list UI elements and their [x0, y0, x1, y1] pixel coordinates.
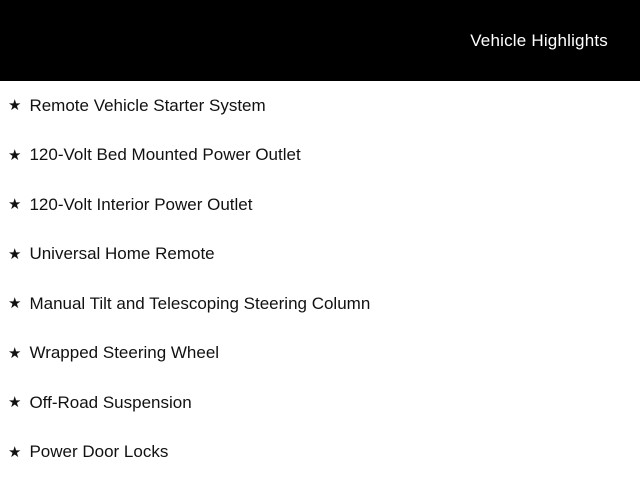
page-title: Vehicle Highlights [470, 30, 608, 50]
list-item [0, 378, 640, 428]
star-icon: ★ [8, 394, 22, 412]
vehicle-highlights-list [0, 81, 640, 477]
list-item [0, 131, 640, 181]
list-item-label: Off-Road Suspension [29, 392, 192, 412]
list-item-label: 120-Volt Bed Mounted Power Outlet [29, 145, 301, 165]
star-icon: ★ [8, 146, 22, 164]
star-icon: ★ [8, 344, 22, 362]
list-item-label: Power Door Locks [29, 442, 169, 462]
star-icon: ★ [8, 245, 22, 263]
list-item-label: Remote Vehicle Starter System [29, 95, 266, 115]
list-item-label: 120-Volt Interior Power Outlet [29, 194, 253, 214]
list-item [0, 180, 640, 230]
star-icon: ★ [8, 443, 22, 461]
star-icon: ★ [8, 97, 22, 115]
list-item [0, 428, 640, 478]
list-item-label: Manual Tilt and Telescoping Steering Column [29, 293, 371, 313]
list-item [0, 230, 640, 280]
list-item [0, 279, 640, 329]
list-item [0, 81, 640, 131]
list-item-label: Universal Home Remote [29, 244, 215, 264]
list-item-label: Wrapped Steering Wheel [29, 343, 220, 363]
header-bar [0, 0, 640, 81]
star-icon: ★ [8, 295, 22, 313]
list-item [0, 329, 640, 379]
star-icon: ★ [8, 196, 22, 214]
